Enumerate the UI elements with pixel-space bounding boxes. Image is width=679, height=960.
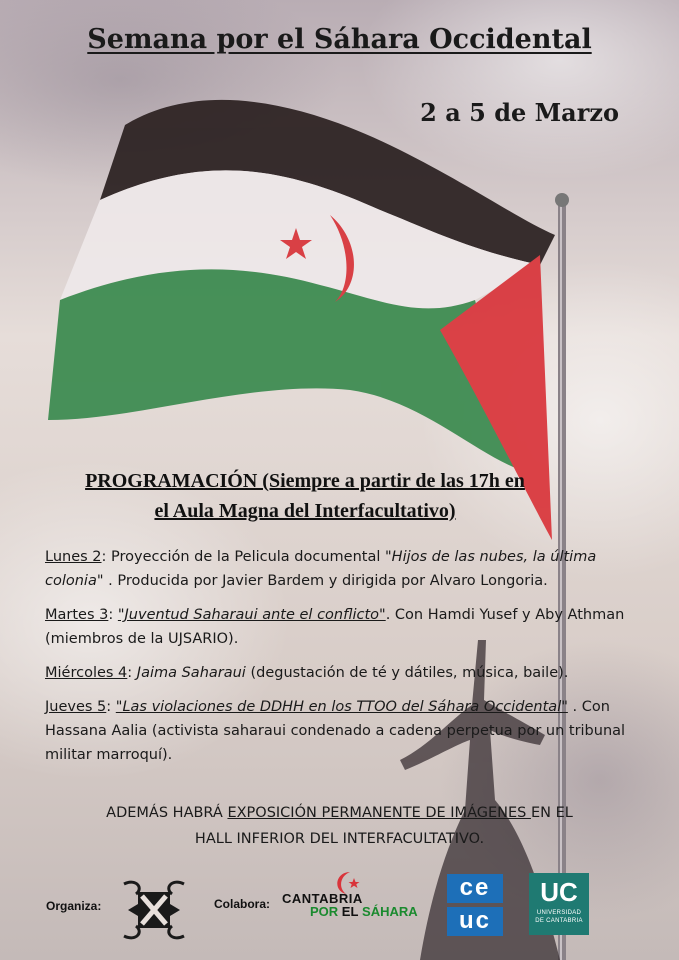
schedule-sep: : — [106, 699, 116, 715]
schedule-title: "Juventud Saharaui ante el conflicto" — [117, 607, 386, 623]
schedule-sep: : — [127, 665, 137, 681]
uc-logo-line-1: UNIVERSIDAD — [536, 910, 582, 916]
schedule-day: Jueves 5 — [45, 699, 107, 715]
ceuc-bottom: uc — [447, 907, 503, 936]
cantabria-line-1: CANTABRIA — [282, 891, 363, 906]
programacion-heading — [40, 466, 570, 526]
exhibition-notice — [0, 800, 679, 852]
exhibition-line-2: HALL INFERIOR DEL INTERFACULTATIVO. — [194, 831, 485, 847]
colabora-label: Colabora: — [214, 897, 271, 911]
schedule-item-miercoles — [45, 661, 645, 685]
schedule-item-lunes — [45, 545, 645, 593]
schedule-title: "Hijos de las nubes, la última colonia" — [45, 549, 597, 589]
schedule-sep: : Proyección de la Pelicula documental — [101, 549, 385, 565]
ceuc-top: ce — [447, 874, 503, 903]
cantabria-el: EL — [341, 904, 359, 919]
event-date: 2 a 5 de Marzo — [420, 98, 619, 127]
organizer-logo-icon — [116, 874, 192, 946]
programacion-line-2: el Aula Magna del Interfacultativo) — [154, 500, 456, 522]
schedule-day: Lunes 2 — [45, 549, 102, 565]
exhibition-pre: ADEMÁS HABRÁ — [106, 805, 228, 821]
schedule-day: Martes 3 — [45, 607, 109, 623]
schedule-title: Jaima Saharaui — [136, 665, 246, 681]
uc-logo-line-2: DE CANTABRIA — [535, 918, 583, 924]
uc-logo-text: UC — [540, 877, 578, 907]
uc-logo — [529, 873, 589, 935]
poster-title: Semana por el Sáhara Occidental — [87, 24, 592, 55]
schedule-day: Miércoles 4 — [45, 665, 128, 681]
organiza-label: Organiza: — [46, 899, 102, 913]
schedule-detail: (degustación de té y dátiles, música, baile). — [245, 665, 569, 681]
schedule-detail: . Con Hamdi Yusef y Aby Athman (miembros de la UJSARIO). — [45, 607, 625, 647]
schedule-list — [45, 545, 645, 777]
ceuc-logo — [447, 874, 503, 936]
schedule-item-jueves — [45, 695, 645, 767]
exhibition-post: EN EL — [530, 805, 573, 821]
schedule-sep: : — [108, 607, 118, 623]
cantabria-sahara-logo — [282, 870, 432, 920]
cantabria-por: POR — [310, 904, 342, 919]
schedule-item-martes — [45, 603, 645, 651]
exhibition-highlight: EXPOSICIÓN PERMANENTE DE IMÁGENES — [227, 805, 531, 821]
schedule-title: "Las violaciones de DDHH en los TTOO del Sáhara Occidental" — [115, 699, 568, 715]
schedule-detail: . Con Hassana Aalia (activista saharaui condenado a cadena perpetua por un tribunal militar marroquí). — [45, 699, 626, 763]
schedule-detail: . Producida por Javier Bardem y dirigida por Alvaro Longoria. — [103, 573, 548, 589]
programacion-line-1: PROGRAMACIÓN (Siempre a partir de las 17h en — [85, 470, 525, 492]
cantabria-sahara: SÁHARA — [358, 904, 418, 919]
